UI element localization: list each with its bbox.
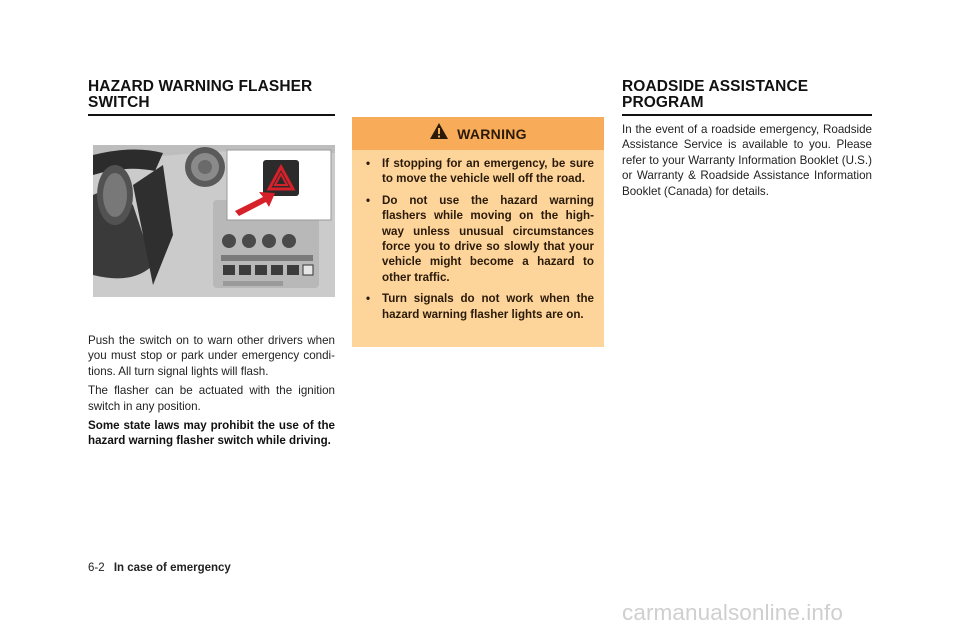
warning-item-text: If stopping for an emergency, be sure to move the vehicle well off the road.: [382, 157, 594, 186]
hazard-section-heading: HAZARD WARNING FLASHER SWITCH: [88, 79, 335, 116]
warning-list: [352, 150, 604, 322]
paragraph: The flasher can be actuated with the ignition switch in any position.: [88, 384, 335, 413]
warning-header: [352, 117, 604, 150]
watermark-text: carmanualsonline.info: [622, 600, 843, 625]
roadside-description: [622, 122, 872, 203]
dashboard-figure-svg: [93, 145, 335, 297]
paragraph: Push the switch on to warn other drivers when you must stop or park under emergency condi-tions. All turn signal lights will flash.: [88, 334, 335, 378]
roadside-section-heading: ROADSIDE ASSISTANCE PROGRAM: [622, 79, 872, 116]
bullet: •: [366, 157, 371, 170]
page-number: 6-2: [88, 562, 105, 574]
warning-item: [366, 291, 594, 322]
warning-item-text: Turn signals do not work when the hazard warning flasher lights are on.: [382, 292, 594, 321]
bold-note: Some state laws may prohibit the use of the hazard warning flasher switch while driving.: [88, 419, 335, 448]
warning-title: WARNING: [457, 125, 527, 142]
paragraph: In the event of a roadside emergency, Roadside Assistance Service is available to you. Please refer to your Warranty Information Booklet (U.S.) or Warranty & Roadside Assistance Information Booklet (Canada) for details.: [622, 123, 872, 198]
warning-item: [366, 156, 594, 187]
bullet: •: [366, 193, 371, 207]
warning-box: [352, 117, 604, 347]
dashboard-illustration: [93, 145, 335, 297]
page-footer: [88, 562, 231, 574]
warning-item-text: Do not use the hazard warning flashers while moving on the high-way unless unusual circumstances force you to drive so slowly that your vehicle might become a hazard to other traffic.: [382, 193, 594, 284]
bullet: •: [366, 292, 371, 306]
warning-item: [366, 193, 594, 285]
hazard-description: [88, 333, 335, 453]
footer-section-name: In case of emergency: [113, 562, 231, 574]
warning-triangle-icon: [429, 122, 449, 145]
